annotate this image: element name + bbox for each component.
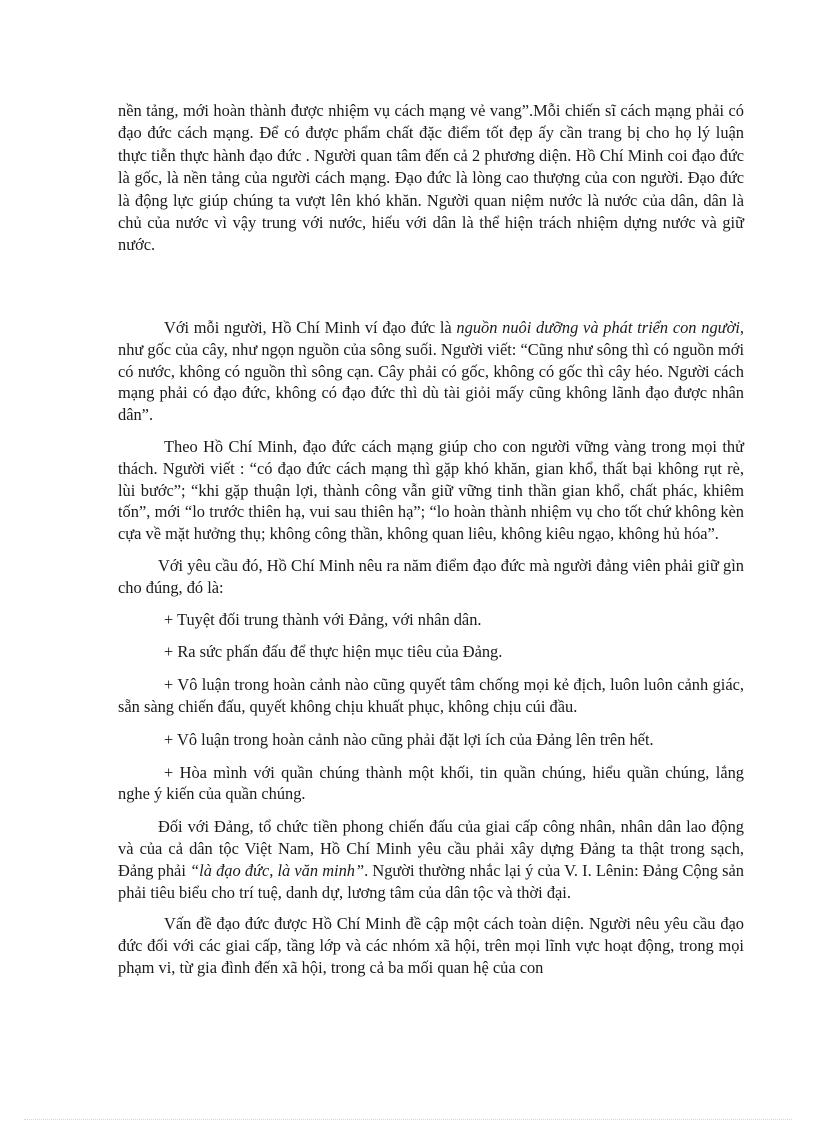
bullet-item: + Ra sức phấn đấu để thực hiện mục tiêu của Đảng.	[164, 642, 503, 662]
bullet-item: + Tuyệt đối trung thành với Đảng, với nhân dân.	[164, 609, 482, 629]
p1-text-before: Với mỗi người, Hồ Chí Minh ví đạo đức là	[164, 318, 457, 337]
top-paragraph: nền tảng, mới hoàn thành được nhiệm vụ cách mạng vẻ vang”.Mỗi chiến sĩ cách mạng phải có đạo đức cách mạng. Để có được phẩm chất đặc điểm tốt đẹp ấy cần trang bị cho họ lý luận thực tiễn thực hành đạo đức . Người quan tâm đến cả 2 phương diện. Hồ Chí Minh coi đạo đức là gốc, là nền tảng của người cách mạng. Đạo đức là lòng cao thượng của con người. Đạo đức là động lực giúp chúng ta vượt lên khó khăn. Người quan niệm nước là nước của dân, dân là chủ của nước vì vậy trung với nước, hiếu với dân là thể hiện trách nhiệm dựng nước và giữ nước.	[118, 101, 744, 255]
top-paragraph-block	[118, 100, 744, 257]
paragraph-comprehensive-ethics: Vấn đề đạo đức được Hồ Chí Minh đề cập một cách toàn diện. Người nêu yêu cầu đạo đức đối với các giai cấp, tầng lớp và các nhóm xã hội, trên mọi lĩnh vực hoạt động, trong mọi phạm vi, từ gia đình đến xã hội, trong cả ba mối quan hệ của con	[118, 914, 744, 977]
bullet-item: + Vô luận trong hoàn cảnh nào cũng quyết tâm chống mọi kẻ địch, luôn luôn cảnh giác, sẵn sàng chiến đấu, quyết không chịu khuất phục, không chịu cúi đầu.	[118, 675, 744, 716]
paragraph-five-points-intro: Với yêu cầu đó, Hồ Chí Minh nêu ra năm điểm đạo đức mà người đảng viên phải giữ gìn cho đúng, đó là:	[118, 555, 744, 597]
bullet-item: + Hòa mình với quần chúng thành một khối, tin quần chúng, hiểu quần chúng, lắng nghe ý kiến của quần chúng.	[118, 762, 744, 804]
p4-text-before: Đối với Đảng, tổ chức tiền phong chiến đấu của giai cấp công nhân, nhân dân lao động và của cả dân tộc Việt Nam, Hồ Chí Minh yêu cầu phải xây dựng Đảng ta thật trong sạch, Đảng phải	[118, 817, 744, 880]
page-bottom-divider	[24, 1119, 792, 1120]
p4-italic-quote: “là đạo đức, là văn minh”	[190, 860, 365, 880]
bullet-item: + Vô luận trong hoàn cảnh nào cũng phải đặt lợi ích của Đảng lên trên hết.	[164, 729, 654, 749]
paragraph-party-ethics	[118, 816, 744, 903]
p4-text-after: . Người thường nhắc lại ý của V. I. Lênin: Đảng Cộng sản phải tiêu biểu cho trí tuệ, danh dự, lương tâm của dân tộc và thời đại.	[118, 860, 744, 902]
p1-italic-phrase: nguồn nuôi dưỡng và phát triển con người	[456, 318, 740, 337]
paragraph-moral-source	[118, 317, 744, 426]
body-text	[118, 317, 744, 989]
p1-text-after: , như gốc của cây, như ngọn nguồn của sông suối. Người viết: “Cũng như sông thì có nguồn mới có nước, không có nguồn thì sông cạn. Cây phải có gốc, không có gốc thì cây héo. Người cách mạng phải có đạo đức, không có đạo đức thì dù tài giỏi mấy cũng không lãnh đạo được nhân dân”.	[118, 318, 744, 425]
paragraph-revolutionary-morality: Theo Hồ Chí Minh, đạo đức cách mạng giúp cho con người vững vàng trong mọi thử thách. Người viết : “có đạo đức cách mạng thì gặp khó khăn, gian khổ, thất bại không rụt rè, lùi bước”; “khi gặp thuận lợi, thành công vẫn giữ vững tinh thần gian khổ, chất phác, khiêm tốn”, mới “lo trước thiên hạ, vui sau thiên hạ”; “lo hoàn thành nhiệm vụ cho tốt chứ không kèn cựa về mặt hưởng thụ; không công thần, không quan liêu, không kiêu ngạo, không hủ hóa”.	[118, 436, 744, 544]
